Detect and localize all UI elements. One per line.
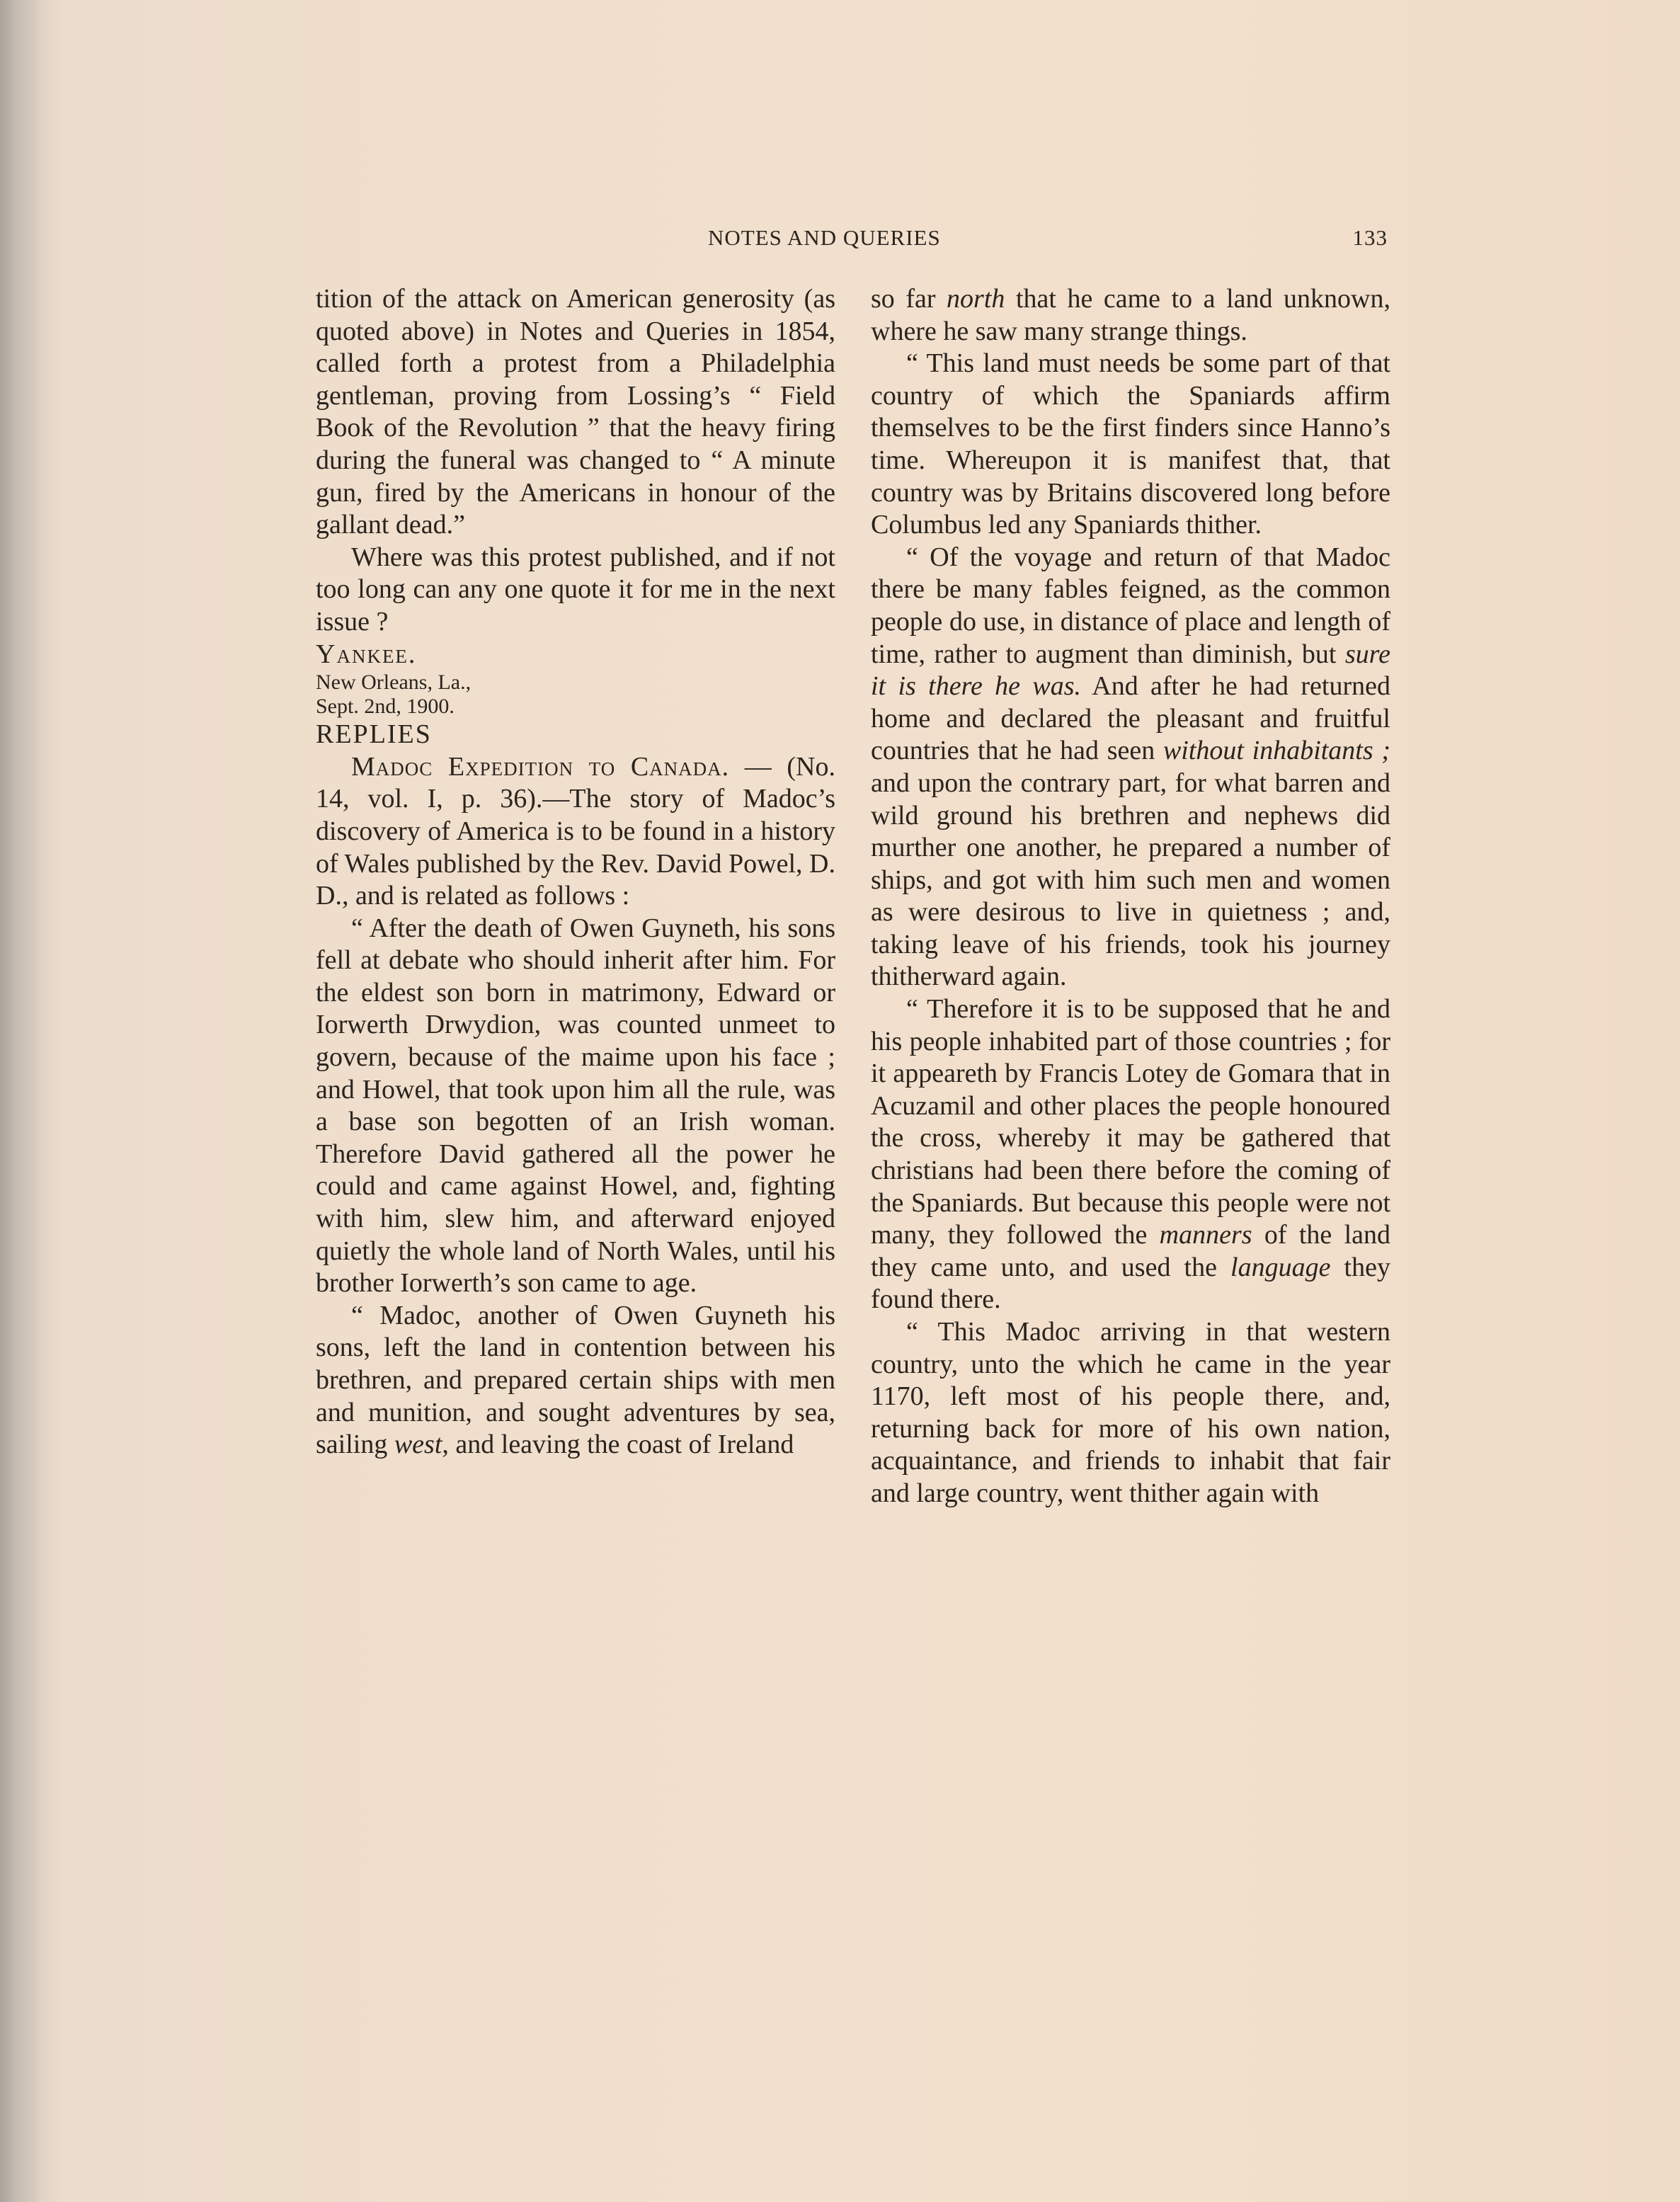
quote-paragraph-5 (871, 993, 1390, 1316)
para-3-mid: And after he had returned home and declared the pleasant and fruitful countries that he had seen (871, 671, 1390, 766)
para-4-italic-1: manners (1159, 1220, 1252, 1250)
para-1-end: that he came to a land unknown, where he saw many strange things. (871, 284, 1390, 346)
para-3-italic-2: without inhabitants ; (1162, 736, 1390, 766)
para-3-italic-1: sure it is there he was. (871, 639, 1390, 702)
right-column (871, 283, 1390, 1510)
continued-paragraph (871, 283, 1390, 348)
quote-paragraph-6: “ This Madoc arriving in that western country, unto the which he came in the year 1170, left most of his people there, and, returning back for more of his own nation, acquaintance, and friends to inhabit that fair and large country, went thither again with (871, 1317, 1390, 1508)
journal-title: NOTES AND QUERIES (708, 225, 941, 250)
para-1-italic: north (947, 284, 1005, 314)
query-paragraph-2: Where was this protest published, and if not too long can any one quote it for me in the next issue ? (316, 542, 835, 637)
running-head (708, 225, 1388, 258)
query-paragraph-1: tition of the attack on American generosity (as quoted above) in Notes and Queries in 1854, called forth a protest from a Philadelphia gentleman, proving from Lossing’s “ Field Book of the Revolution ” that the heavy firing during the funeral was changed to “ A minute gun, fired by the Americans in honour of the gallant dead.” (316, 284, 835, 540)
entry-paragraph (316, 751, 835, 913)
quote-2-start: “ Madoc, another of Owen Guyneth his sons, left the land in contention between his brethren, and prepared certain ships with men and munition, and sought adventures by sea, sailing (316, 1300, 835, 1460)
place-line: New Orleans, La., (316, 671, 472, 695)
para-3-end: and upon the contrary part, for what barren and wild ground his brethren and nephews did murther one another, he prepared a number of ships, and got with him such men and women as were desirous to live in quietness ; and, taking leave of his friends, took his journey thitherward again. (871, 768, 1390, 992)
page-edge-shadow (0, 0, 42, 2202)
para-3-start: “ Of the voyage and return of that Madoc there be many fables feigned, as the common people do use, in distance of place and length of time, rather to augment than diminish, but (871, 542, 1390, 669)
quote-paragraph-1: “ After the death of Owen Guyneth, his sons fell at debate who should inherit after him. For the eldest son born in matrimony, Edward or Iorwerth Drwydion, was counted unmeet to govern, because of the maime upon his face ; and Howel, that took upon him all the rule, was a base son begotten of an Irish woman. Therefore David gathered all the power he could and came against Howel, and, fighting with him, slew him, and afterward enjoyed quietly the whole land of North Wales, until his brother Iorwerth’s son came to age. (316, 913, 835, 1299)
page-number: 133 (1352, 225, 1388, 250)
para-4-mid: of the land they came unto, and used the (871, 1220, 1390, 1282)
para-1-start: so far (871, 284, 947, 314)
para-4-end: they found there. (871, 1252, 1390, 1315)
quote-paragraph-3: “ This land must needs be some part of that country of which the Spaniards affirm themselves to be the first finders since Hanno’s time. Whereupon it is manifest that, that country was by Britains discovered long before Columbus led any Spaniards thither. (871, 348, 1390, 540)
date-line: Sept. 2nd, 1900. (316, 695, 455, 719)
quote-paragraph-2 (316, 1300, 835, 1461)
left-column (316, 283, 835, 1461)
quote-2-end: , and leaving the coast of Ireland (442, 1430, 794, 1460)
signature: Yankee. (316, 639, 417, 669)
section-heading: REPLIES (316, 719, 432, 750)
quote-paragraph-4 (871, 542, 1390, 993)
para-4-italic-2: language (1230, 1252, 1331, 1282)
quote-2-italic: west (394, 1430, 442, 1460)
entry-heading: Madoc Expedition to Canada. — (351, 751, 772, 782)
entry-body: (No. 14, vol. I, p. 36).—The story of Madoc’s discovery of America is to be found in a history of Wales published by the Rev. David Powel, D. D., and is related as follows : (316, 751, 836, 911)
para-4-start: “ Therefore it is to be supposed that he and his people inhabited part of those countries ; for it appeareth by Francis Lotey de Gomara that in Acuzamil and other places the people honoured the cross, whereby it may be gathered that christians had been there before the coming of the Spaniards. But because this people were not many, they followed the (871, 994, 1390, 1250)
